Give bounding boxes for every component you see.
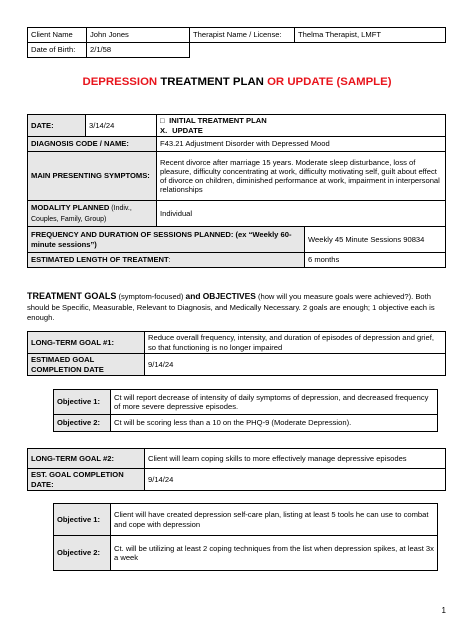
treatment-plan-table <box>27 114 446 268</box>
goal-1-table <box>27 331 446 376</box>
diagnosis-label: DIAGNOSIS CODE / NAME: <box>28 137 157 152</box>
initial-plan-checkbox-icon: □ <box>160 116 165 126</box>
initial-plan-label: INITIAL TREATMENT PLAN <box>169 116 267 126</box>
page-number: 1 <box>441 606 446 615</box>
client-header-table <box>27 27 446 58</box>
treatment-goals-heading: TREATMENT GOALS <box>27 291 117 301</box>
modality-label <box>28 201 157 227</box>
objective-row <box>54 415 438 432</box>
goal-1-objective-1-text: Ct will report decrease of intensity of daily symptoms of depression, and decreased frequency of more severe depressive episodes. <box>111 390 438 415</box>
therapist-label: Therapist Name / License: <box>190 28 295 43</box>
client-name-value: John Jones <box>87 28 190 43</box>
modality-label-hint: (Indiv., Couples, Family, Group) <box>31 204 132 223</box>
modality-label-main: MODALITY PLANNED <box>31 202 110 212</box>
diagnosis-value: F43.21 Adjustment Disorder with Depressed Mood <box>157 137 446 152</box>
goal-2-objectives-table <box>53 503 438 571</box>
length-label <box>28 253 305 268</box>
objectives-hint: (how will you measure goals were achieved?). Both should be Specific, Measurable, Relevant to Diagnosis, and Medically Necessary. 2 goals are enough; 1 objective each is enough. <box>27 292 435 322</box>
goal-2-objective-1-text: Client will have created depression self-care plan, listing at least 5 tools he can use to combat and cope with depression <box>111 504 438 536</box>
objectives-heading: and OBJECTIVES <box>185 291 256 301</box>
initial-plan-row <box>160 116 442 125</box>
goal-2-label: LONG-TERM GOAL #2: <box>28 449 145 469</box>
modality-value: Individual <box>157 201 446 227</box>
update-row <box>160 126 442 135</box>
document-title <box>0 76 474 88</box>
goal-2-objective-2-label: Objective 2: <box>54 536 111 571</box>
goal-1-text: Reduce overall frequency, intensity, and duration of episodes of depression and grief, so that functioning is no longer impaired <box>145 332 446 354</box>
objective-row <box>54 504 438 536</box>
goal-2-completion-value: 9/14/24 <box>145 469 446 491</box>
goal-1-objective-2-label: Objective 2: <box>54 415 111 432</box>
dob-value: 2/1/58 <box>87 43 190 58</box>
header-empty-cell <box>190 43 295 58</box>
update-mark: X. <box>160 125 168 135</box>
title-treatment-plan: TREATMENT PLAN <box>157 76 268 88</box>
goal-1-completion-label: ESTIMAED GOAL COMPLETION DATE <box>28 354 145 376</box>
client-name-label: Client Name <box>28 28 87 43</box>
length-label-colon: : <box>168 256 171 264</box>
dob-label: Date of Birth: <box>28 43 87 58</box>
goal-1-completion-value: 9/14/24 <box>145 354 446 376</box>
goal-1-objective-1-label: Objective 1: <box>54 390 111 415</box>
goal-2-text: Client will learn coping skills to more effectively manage depressive episodes <box>145 449 446 469</box>
header-empty-cell <box>295 43 446 58</box>
goal-1-objectives-table <box>53 389 438 432</box>
treatment-goals-hint: (symptom-focused) <box>116 292 186 301</box>
objective-row <box>54 390 438 415</box>
goal-2-completion-label: EST. GOAL COMPLETION DATE: <box>28 469 145 491</box>
date-label: DATE: <box>28 115 86 137</box>
length-label-text: ESTIMATED LENGTH OF TREATMENT <box>31 254 169 264</box>
goal-1-label: LONG-TERM GOAL #1: <box>28 332 145 354</box>
frequency-value: Weekly 45 Minute Sessions 90834 <box>305 227 446 253</box>
objective-row <box>54 536 438 571</box>
update-label: UPDATE <box>172 125 203 135</box>
plan-type-cell <box>157 115 446 137</box>
symptoms-value: Recent divorce after marriage 15 years. Moderate sleep disturbance, loss of pleasure, difficulty concentrating at work, difficulty motivating self, guilt about effect of divorce on children, diminished performance at work, impairment in interpersonal relationships <box>157 152 446 201</box>
title-depression: DEPRESSION <box>82 76 158 88</box>
frequency-label: FREQUENCY AND DURATION OF SESSIONS PLANNED: (ex “Weekly 60-minute sessions”) <box>28 227 305 253</box>
goal-2-objective-1-label: Objective 1: <box>54 504 111 536</box>
goal-2-objective-2-text: Ct. will be utilizing at least 2 coping techniques from the list when depression spikes, at least 3x a week <box>111 536 438 571</box>
title-or-update: OR UPDATE (SAMPLE) <box>267 76 392 88</box>
goal-1-objective-2-text: Ct will be scoring less than a 10 on the PHQ-9 (Moderate Depression). <box>111 415 438 432</box>
goals-instructions <box>27 291 447 322</box>
symptoms-label: MAIN PRESENTING SYMPTOMS: <box>28 152 157 201</box>
goal-2-table <box>27 448 446 491</box>
date-value: 3/14/24 <box>86 115 157 137</box>
length-value: 6 months <box>305 253 446 268</box>
therapist-value: Thelma Therapist, LMFT <box>295 28 446 43</box>
